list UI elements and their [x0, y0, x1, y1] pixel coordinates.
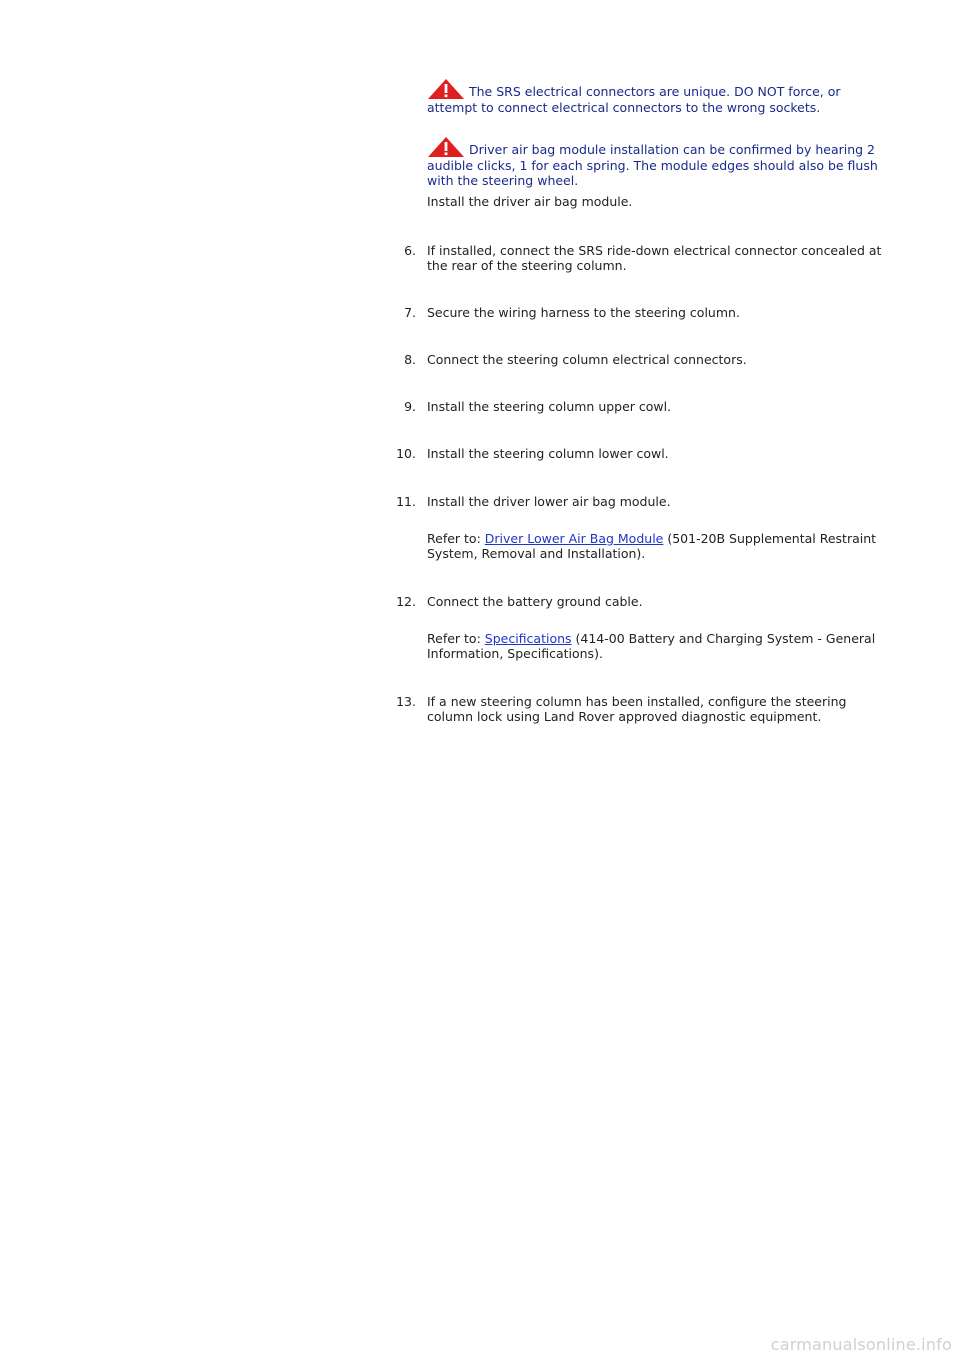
- reference-suffix: (414-00 Battery and Charging System - General Information, Specifications).: [427, 631, 876, 661]
- step-number: 10.: [396, 446, 416, 461]
- step-text: Install the steering column upper cowl.: [427, 399, 672, 414]
- step-text: Secure the wiring harness to the steering column.: [427, 305, 740, 320]
- step-text: Install the driver air bag module.: [427, 194, 633, 209]
- step-text: If a new steering column has been installed, configure the steering column lock using Land Rover approved diagnostic equipment.: [427, 694, 847, 724]
- driver-lower-air-bag-module-link[interactable]: Driver Lower Air Bag Module: [484, 531, 664, 546]
- step-number: 9.: [404, 399, 416, 414]
- reference-suffix: (501-20B Supplemental Restraint System, Removal and Installation).: [427, 531, 877, 561]
- reference-note: [427, 531, 883, 561]
- step-number: 7.: [404, 305, 416, 320]
- warning-note: [427, 78, 883, 115]
- watermark: carmanualsonline.info: [770, 1335, 952, 1354]
- warning-triangle-icon: [427, 136, 465, 158]
- step-text: Connect the steering column electrical connectors.: [427, 352, 747, 367]
- step-number: 13.: [396, 694, 416, 709]
- warning-text: Driver air bag module installation can be confirmed by hearing 2 audible clicks, 1 for each spring. The module edges should also be flush with the steering wheel.: [427, 142, 878, 188]
- warning-text: The SRS electrical connectors are unique. DO NOT force, or attempt to connect electrical connectors to the wrong sockets.: [427, 84, 841, 115]
- reference-note: [427, 631, 883, 661]
- step-number: 6.: [404, 243, 416, 258]
- step-text: If installed, connect the SRS ride-down electrical connector concealed at the rear of the steering column.: [427, 243, 882, 273]
- specifications-link[interactable]: Specifications: [484, 631, 572, 646]
- step-text: Connect the battery ground cable.: [427, 594, 643, 609]
- reference-prefix: Refer to:: [427, 531, 485, 546]
- step-text: Install the driver lower air bag module.: [427, 494, 671, 509]
- step-number: 8.: [404, 352, 416, 367]
- warning-triangle-icon: [427, 78, 465, 100]
- step-text: Install the steering column lower cowl.: [427, 446, 669, 461]
- warning-note: [427, 136, 883, 188]
- step-number: 11.: [396, 494, 416, 509]
- step-number: 12.: [396, 594, 416, 609]
- reference-prefix: Refer to:: [427, 631, 485, 646]
